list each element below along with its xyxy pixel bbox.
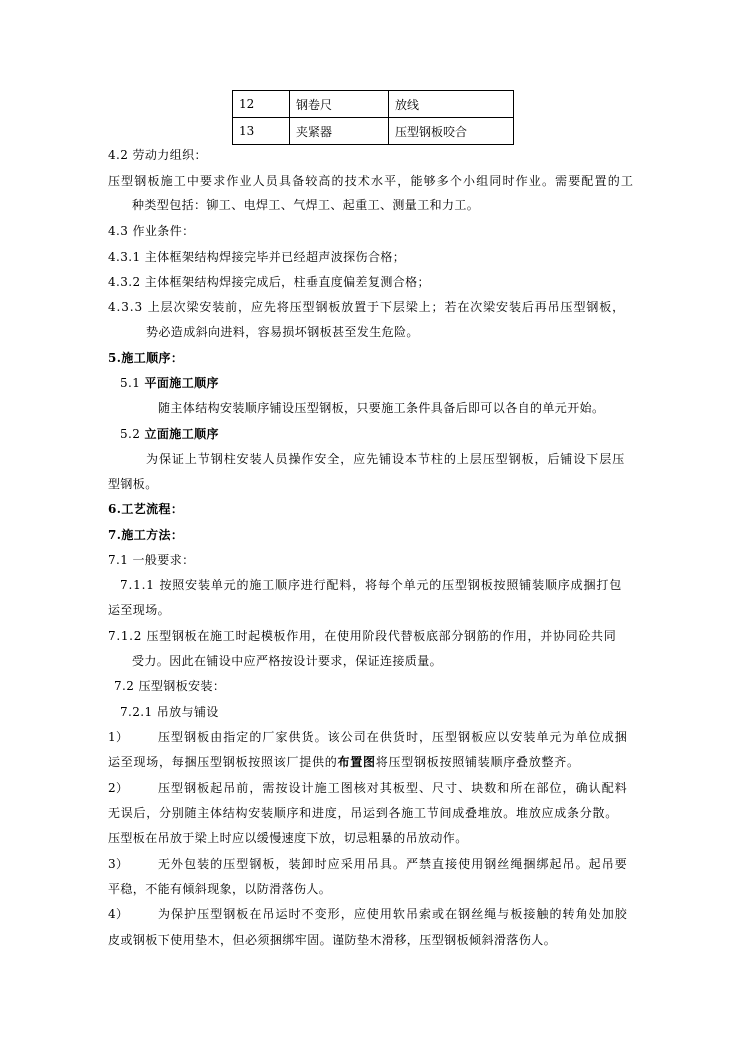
paragraph-line: 压型钢板施工中要求作业人员具备较高的技术水平，能够多个小组同时作业。需要配置的工 [108,174,635,188]
section-5-heading: 5.施工顺序： [108,351,184,365]
table-cell-no: 12 [233,91,290,118]
paragraph-line: 压型钢板由指定的厂家供货。该公司在供货时，压型钢板应以安装单元为单位成捆 [158,730,628,744]
paragraph-line: 压型板在吊放于梁上时应以缓慢速度下放，切忌粗暴的吊放动作。 [108,831,468,845]
subsection-5-1-heading [120,375,219,391]
paragraph-line: 无外包装的压型钢板，装卸时应采用吊具。严禁直接使用钢丝绳捆绑起吊。起吊要 [158,857,628,871]
paragraph-line: 7.1.2 压型钢板在施工时起模板作用，在使用阶段代替板底部分钢筋的作用，并协同砼共同 [108,629,617,643]
paragraph-line: 运至现场。 [108,603,171,617]
subsection-title: 平面施工顺序 [144,376,219,390]
paragraph-line: 平稳，不能有倾斜现象，以防滑落伤人。 [108,882,332,896]
paragraph-line: 4.3.1 主体框架结构焊接完毕并已经超声波探伤合格； [108,250,406,264]
paragraph-line: 受力。因此在铺设中应严格按设计要求，保证连接质量。 [132,654,443,668]
section-4-2-heading: 4.2 劳动力组织： [108,148,207,162]
paragraph-line: 皮或钢板下使用垫木，但必须捆绑牢固。谨防垫木滑移，压型钢板倾斜滑落伤人。 [108,933,557,947]
paragraph-line: 势必造成斜向进料，容易损坏钢板甚至发生危险。 [146,325,419,339]
subsection-7-2-1-heading: 7.2.1 吊放与铺设 [120,705,219,719]
paragraph-line: 压型钢板起吊前，需按设计施工图核对其板型、尺寸、块数和所在部位，确认配料 [158,781,628,795]
paragraph-line: 7.1.1 按照安装单元的施工顺序进行配料，将每个单元的压型钢板按照铺装顺序成捆打包 [120,578,623,592]
paragraph-line: 为保证上节钢柱安装人员操作安全，应先铺设本节柱的上层压型钢板，后铺设下层压 [146,452,626,466]
paragraph-line: 型钢板。 [108,477,158,491]
list-number: 3） [108,857,129,871]
section-7-heading: 7.施工方法： [108,528,184,542]
table-row [233,118,514,145]
paragraph-line: 无误后，分别随主体结构安装顺序和进度，吊运到各施工节间成叠堆放。堆放应成条分散。 [108,806,619,820]
section-4-3-heading: 4.3 作业条件： [108,224,195,238]
table-cell-name: 钢卷尺 [290,91,389,118]
list-number: 4） [108,907,129,921]
text-run: 将压型钢板按照铺装顺序叠放整齐。 [375,755,580,769]
paragraph-line [108,754,580,770]
table-row [233,91,514,118]
paragraph-line: 为保护压型钢板在吊运时不变形，应使用软吊索或在钢丝绳与板接触的转角处加胶 [158,907,628,921]
subsection-number: 5.2 [120,427,145,441]
subsection-title: 立面施工顺序 [144,427,219,441]
list-number: 2） [108,781,129,795]
paragraph-line: 4.3.2 主体框架结构焊接完成后，柱垂直度偏差复测合格； [108,275,430,289]
table-cell-no: 13 [233,118,290,145]
text-run: 运至现场，每捆压型钢板按照该厂提供的 [108,755,338,769]
text-run-bold: 布置图 [337,755,376,769]
subsection-5-2-heading [120,426,219,442]
table-cell-name: 夹紧器 [290,118,389,145]
table-cell-use: 压型钢板咬合 [389,118,514,145]
section-6-heading: 6.工艺流程： [108,502,184,516]
tools-table [232,90,514,145]
list-number: 1） [108,730,129,744]
paragraph-line: 4.3.3 上层次梁安装前，应先将压型钢板放置于下层梁上；若在次梁安装后再吊压型钢板， [108,300,626,314]
subsection-7-2-heading: 7.2 压型钢板安装： [114,679,226,693]
subsection-number: 5.1 [120,376,145,390]
subsection-7-1-heading: 7.1 一般要求： [108,553,195,567]
paragraph-line: 随主体结构安装顺序铺设压型钢板，只要施工条件具备后即可以各自的单元开始。 [158,401,605,415]
table-cell-use: 放线 [389,91,514,118]
paragraph-line: 种类型包括：铆工、电焊工、气焊工、起重工、测量工和力工。 [132,198,480,212]
